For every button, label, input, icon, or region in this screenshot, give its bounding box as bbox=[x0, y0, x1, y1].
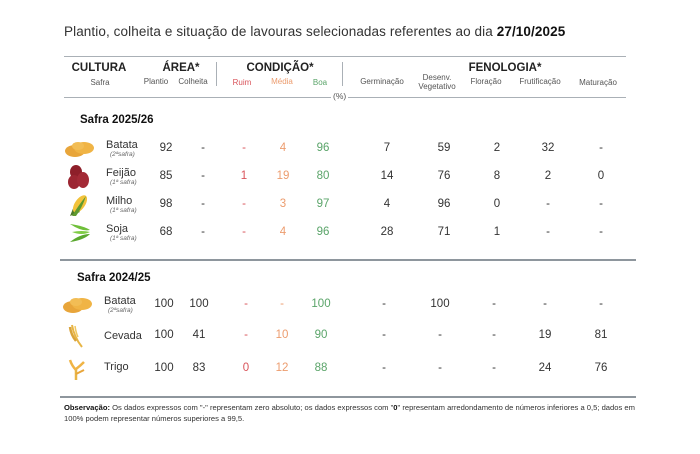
header-area: ÁREA* bbox=[162, 62, 200, 74]
cell-desenv: 76 bbox=[437, 170, 451, 182]
cell-boa: 88 bbox=[314, 362, 328, 374]
wheat-icon bbox=[62, 356, 94, 382]
cell-plantio: 98 bbox=[159, 198, 173, 210]
cell-floracao: - bbox=[492, 362, 496, 374]
cell-colheita: - bbox=[201, 198, 205, 210]
table-row bbox=[0, 220, 700, 248]
crop-note: (2ªsafra) bbox=[108, 307, 133, 314]
cell-colheita: 83 bbox=[192, 362, 206, 374]
cell-media: 10 bbox=[275, 329, 289, 341]
cell-ruim: 1 bbox=[240, 170, 248, 182]
cell-maturacao: 76 bbox=[594, 362, 608, 374]
cell-ruim: - bbox=[242, 198, 246, 210]
crop-name: Cevada bbox=[104, 330, 142, 342]
cell-desenv: 59 bbox=[437, 142, 451, 154]
crop-name: Milho bbox=[106, 195, 133, 207]
crop-note: (1ª safra) bbox=[110, 207, 137, 214]
cell-plantio: 85 bbox=[159, 170, 173, 182]
header-maturacao: Maturação bbox=[579, 78, 617, 87]
cell-boa: 80 bbox=[316, 170, 330, 182]
observation-text-1: Os dados expressos com "-" representam zero absoluto; os dados expressos com " bbox=[110, 403, 394, 412]
cell-desenv: 100 bbox=[430, 298, 450, 310]
cell-maturacao: - bbox=[599, 226, 603, 238]
cell-media: 12 bbox=[275, 362, 289, 374]
header-safra: Safra bbox=[90, 78, 110, 87]
table-row bbox=[0, 192, 700, 220]
cell-germinacao: 7 bbox=[383, 142, 391, 154]
cell-floracao: 2 bbox=[493, 142, 501, 154]
table-title bbox=[64, 24, 565, 39]
soybean-icon bbox=[64, 220, 96, 246]
cell-colheita: - bbox=[201, 142, 205, 154]
cell-frutificacao: - bbox=[543, 298, 547, 310]
cell-maturacao: - bbox=[599, 198, 603, 210]
cell-germinacao: - bbox=[382, 362, 386, 374]
title-date: 27/10/2025 bbox=[496, 24, 566, 39]
cell-maturacao: 0 bbox=[597, 170, 605, 182]
header-germinacao: Germinação bbox=[360, 77, 404, 86]
crop-note: (1ª safra) bbox=[110, 179, 137, 186]
cell-frutificacao: 19 bbox=[538, 329, 552, 341]
header-condicao: CONDIÇÃO* bbox=[246, 62, 314, 74]
observation-zero: 0 bbox=[393, 403, 398, 412]
cell-desenv: - bbox=[438, 329, 442, 341]
cell-colheita: 41 bbox=[192, 329, 206, 341]
cell-plantio: 68 bbox=[159, 226, 173, 238]
cell-floracao: - bbox=[492, 298, 496, 310]
header-frutificacao: Frutificação bbox=[519, 77, 561, 86]
cell-colheita: - bbox=[201, 226, 205, 238]
cell-frutificacao: 24 bbox=[538, 362, 552, 374]
potato-icon bbox=[64, 136, 96, 162]
header-plantio: Plantio bbox=[143, 77, 169, 86]
table-row bbox=[0, 356, 700, 384]
cell-ruim: - bbox=[242, 226, 246, 238]
bean-icon bbox=[64, 164, 96, 190]
cell-colheita: - bbox=[201, 170, 205, 182]
header-boa: Boa bbox=[312, 78, 328, 87]
cell-maturacao: - bbox=[599, 142, 603, 154]
crop-note: (1ª safra) bbox=[110, 235, 137, 242]
cell-germinacao: - bbox=[382, 298, 386, 310]
cell-desenv: 96 bbox=[437, 198, 451, 210]
cell-floracao: - bbox=[492, 329, 496, 341]
table-row bbox=[0, 136, 700, 164]
section-divider bbox=[60, 259, 636, 261]
cell-plantio: 92 bbox=[159, 142, 173, 154]
bottom-rule bbox=[60, 396, 636, 398]
crop-name: Batata bbox=[106, 139, 138, 151]
cell-boa: 96 bbox=[316, 226, 330, 238]
cell-maturacao: 81 bbox=[594, 329, 608, 341]
unit-label: (%) bbox=[333, 91, 347, 101]
corn-icon bbox=[64, 192, 96, 218]
barley-icon bbox=[62, 323, 94, 349]
divider-area-condicao bbox=[216, 62, 217, 86]
cell-germinacao: - bbox=[382, 329, 386, 341]
header-colheita: Colheita bbox=[178, 77, 208, 86]
cell-boa: 100 bbox=[311, 298, 331, 310]
header-desenv-vegetativo: Desenv. Vegetativo bbox=[418, 73, 456, 91]
cell-frutificacao: - bbox=[546, 198, 550, 210]
crop-name: Trigo bbox=[104, 361, 129, 373]
cell-boa: 90 bbox=[314, 329, 328, 341]
cell-ruim: 0 bbox=[242, 362, 250, 374]
cell-colheita: 100 bbox=[189, 298, 209, 310]
crop-name: Soja bbox=[106, 223, 129, 235]
cell-media: 3 bbox=[279, 198, 287, 210]
header-fenologia: FENOLOGIA* bbox=[468, 62, 542, 74]
header-cultura: CULTURA bbox=[71, 62, 127, 74]
top-rule bbox=[64, 56, 626, 57]
title-text: Plantio, colheita e situação de lavouras selecionadas referentes ao dia bbox=[64, 24, 493, 39]
cell-frutificacao: - bbox=[546, 226, 550, 238]
cell-germinacao: 4 bbox=[383, 198, 391, 210]
table-row bbox=[0, 292, 700, 320]
cell-boa: 96 bbox=[316, 142, 330, 154]
section-label: Safra 2024/25 bbox=[77, 272, 151, 284]
cell-boa: 97 bbox=[316, 198, 330, 210]
crop-name: Feijão bbox=[106, 167, 136, 179]
cell-floracao: 0 bbox=[493, 198, 501, 210]
cell-floracao: 1 bbox=[493, 226, 501, 238]
cell-maturacao: - bbox=[599, 298, 603, 310]
cell-ruim: - bbox=[242, 142, 246, 154]
cell-media: - bbox=[280, 298, 284, 310]
observation-label: Observação: bbox=[64, 403, 111, 412]
cell-plantio: 100 bbox=[154, 298, 174, 310]
cell-frutificacao: 32 bbox=[541, 142, 555, 154]
table-row bbox=[0, 323, 700, 351]
header-ruim: Ruim bbox=[232, 78, 252, 87]
cell-plantio: 100 bbox=[154, 329, 174, 341]
cell-media: 4 bbox=[279, 142, 287, 154]
cell-frutificacao: 2 bbox=[544, 170, 552, 182]
cell-desenv: 71 bbox=[437, 226, 451, 238]
cell-floracao: 8 bbox=[493, 170, 501, 182]
observation-note bbox=[64, 402, 636, 424]
cell-germinacao: 14 bbox=[380, 170, 394, 182]
cell-plantio: 100 bbox=[154, 362, 174, 374]
cell-ruim: - bbox=[244, 298, 248, 310]
cell-desenv: - bbox=[438, 362, 442, 374]
observation-text-2: " representam arredondamento de números inferiores a 0,5; dados em 100% podem representar números superiores a 99,5. bbox=[64, 403, 635, 423]
table-row bbox=[0, 164, 700, 192]
crop-name: Batata bbox=[104, 295, 136, 307]
potato-icon bbox=[62, 292, 94, 318]
divider-condicao-fenologia bbox=[342, 62, 343, 86]
section-label: Safra 2025/26 bbox=[80, 114, 154, 126]
crop-note: (2ªsafra) bbox=[110, 151, 135, 158]
header-floracao: Floração bbox=[470, 77, 502, 86]
cell-germinacao: 28 bbox=[380, 226, 394, 238]
cell-media: 19 bbox=[276, 170, 290, 182]
header-media: Média bbox=[271, 77, 293, 86]
cell-ruim: - bbox=[244, 329, 248, 341]
cell-media: 4 bbox=[279, 226, 287, 238]
